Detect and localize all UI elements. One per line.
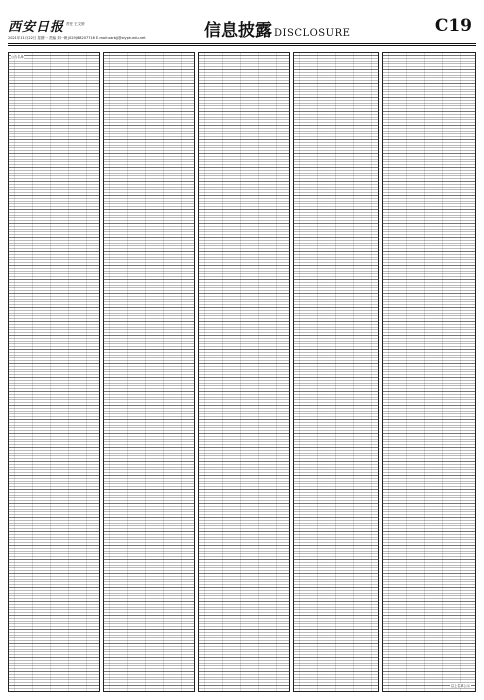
section-title (204, 16, 350, 41)
date-line: 2021年11月22日 星期一 责编 刘一帆(029)88207716 E-mail:xarbjj@xiyph.edu.net (8, 36, 146, 40)
logo-subtitle: 责任 王文婷 (66, 22, 85, 26)
table-column-1 (8, 52, 100, 692)
table-column-3 (198, 52, 290, 692)
table-column-5 (382, 52, 476, 692)
disclosure-columns (8, 52, 476, 692)
header-rule (8, 43, 476, 44)
page-number: C19 (434, 16, 472, 36)
table-column-2 (103, 52, 195, 692)
table-column-4 (293, 52, 379, 692)
newspaper-logo: 西安日报 (8, 20, 65, 35)
header-rule-thin (8, 45, 476, 46)
section-title-cn: 信息披露 (204, 21, 272, 41)
table-caption: 公告名单 (11, 55, 24, 59)
end-note: 以上名单公示 (450, 684, 470, 688)
section-title-en: DISCLOSURE (274, 28, 351, 39)
